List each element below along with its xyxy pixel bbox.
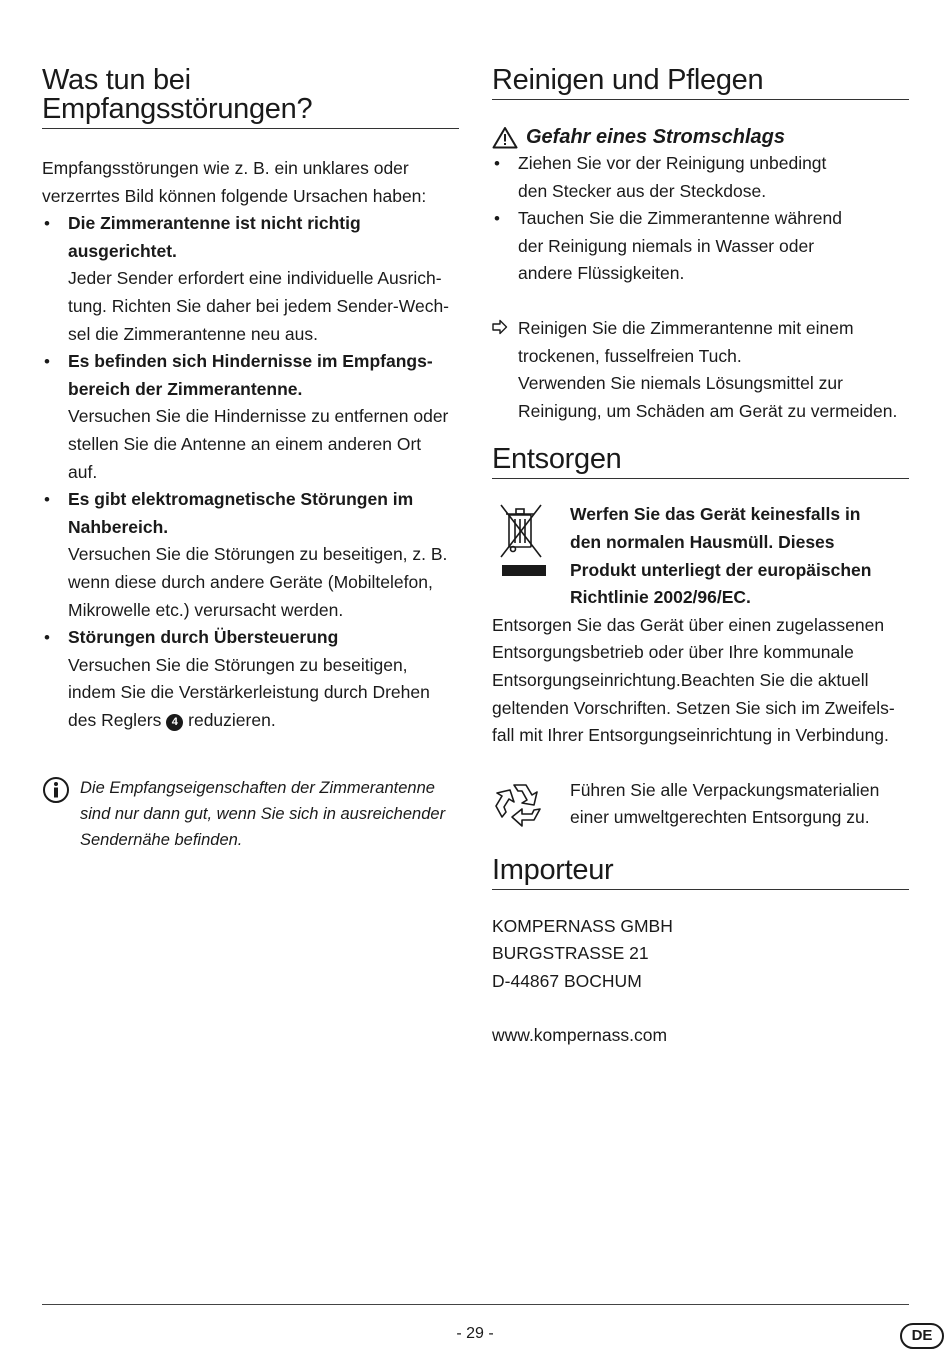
right-column (492, 66, 909, 1050)
importer-heading: Importeur (492, 856, 909, 890)
info-icon (42, 776, 70, 853)
warning-heading: Gefahr eines Stromschlags (492, 124, 909, 150)
list-item: • Es gibt elektromagnetische Störungen im Nahbereich. Versuchen Sie die Störungen zu beseitigen, z. B. wenn diese durch andere Geräte (Mobiltelefon, Mikrowelle etc.) verursacht werden. (42, 486, 459, 624)
list-item: • Es befinden sich Hindernisse im Empfangs- bereich der Zimmerantenne. Versuchen Sie die Hindernisse zu entfernen oder stellen Sie die Antenne an einem anderen Ort auf. (42, 348, 459, 486)
warning-triangle-icon (492, 126, 518, 149)
page-number: - 29 - (456, 1325, 494, 1342)
weee-text: Werfen Sie das Gerät keinesfalls in den normalen Hausmüll. Dieses Produkt unterliegt der europäischen Richtlinie 2002/96/EC. (570, 504, 872, 608)
cleaning-heading: Reinigen und Pflegen (492, 66, 909, 100)
weee-notice (492, 501, 909, 611)
disposal-text: Entsorgen Sie das Gerät über einen zugelassenen Entsorgungsbetrieb oder über Ihre kommunale Entsorgungseinrichtung.Beachten Sie die aktuell geltenden Vorschriften. Setzen Sie sich im Zweifels- fall mit Ihrer Entsorgungseinrichtung in Verbindung. (492, 614, 895, 746)
recycling-notice (492, 777, 909, 838)
website-link[interactable]: www.kompernass.com (492, 1025, 668, 1046)
list-item: • Die Zimmerantenne ist nicht richtig ausgerichtet. Jeder Sender erfordert eine individuelle Ausrich- tung. Richten Sie daher bei jedem Sender-Wech- sel die Zimmerantenne neu aus. (42, 210, 459, 348)
heading-line: Was tun bei (42, 64, 191, 96)
recycle-icon (492, 777, 548, 838)
heading-line: Empfangsstörungen? (42, 93, 313, 125)
troubleshooting-heading (42, 66, 459, 129)
crossed-bin-icon (492, 501, 548, 611)
cause-list (42, 210, 459, 734)
list-item: • Ziehen Sie vor der Reinigung unbedingt den Stecker aus der Steckdose. (492, 150, 909, 205)
cleaning-instruction: Reinigen Sie die Zimmerantenne mit einem trockenen, fusselfreien Tuch. Verwenden Sie niemals Lösungsmittel zur Reinigung, um Schäden am Gerät zu vermeiden. (492, 315, 909, 425)
info-note (42, 776, 459, 853)
list-item: • Tauchen Sie die Zimmerantenne während der Reinigung niemals in Wasser oder andere Flüssigkeiten. (492, 205, 909, 288)
disposal-heading: Entsorgen (492, 445, 909, 479)
importer-address: KOMPERNASS GMBH BURGSTRASSE 21 D-44867 BOCHUM (492, 915, 673, 991)
recycling-text: Führen Sie alle Verpackungsmaterialien einer umweltgerechten Entsorgung zu. (570, 779, 880, 828)
control-number-badge: 4 (166, 714, 183, 731)
intro-text: Empfangsstörungen wie z. B. ein unklares oder verzerrtes Bild können folgende Ursachen haben: (42, 158, 427, 206)
footer-divider (42, 1304, 909, 1305)
note-text: Die Empfangseigenschaften der Zimmerantenne sind nur dann gut, wenn Sie sich in ausreichender Sendernähe befinden. (80, 779, 446, 849)
arrow-right-icon (492, 319, 508, 335)
list-item: • Störungen durch Übersteuerung Versuchen Sie die Störungen zu beseitigen, indem Sie die Verstärkerleistung durch Drehen des Reglers 4 reduzieren. (42, 624, 459, 734)
language-badge: DE (900, 1323, 944, 1349)
warning-list (492, 150, 909, 288)
left-column (42, 66, 459, 853)
